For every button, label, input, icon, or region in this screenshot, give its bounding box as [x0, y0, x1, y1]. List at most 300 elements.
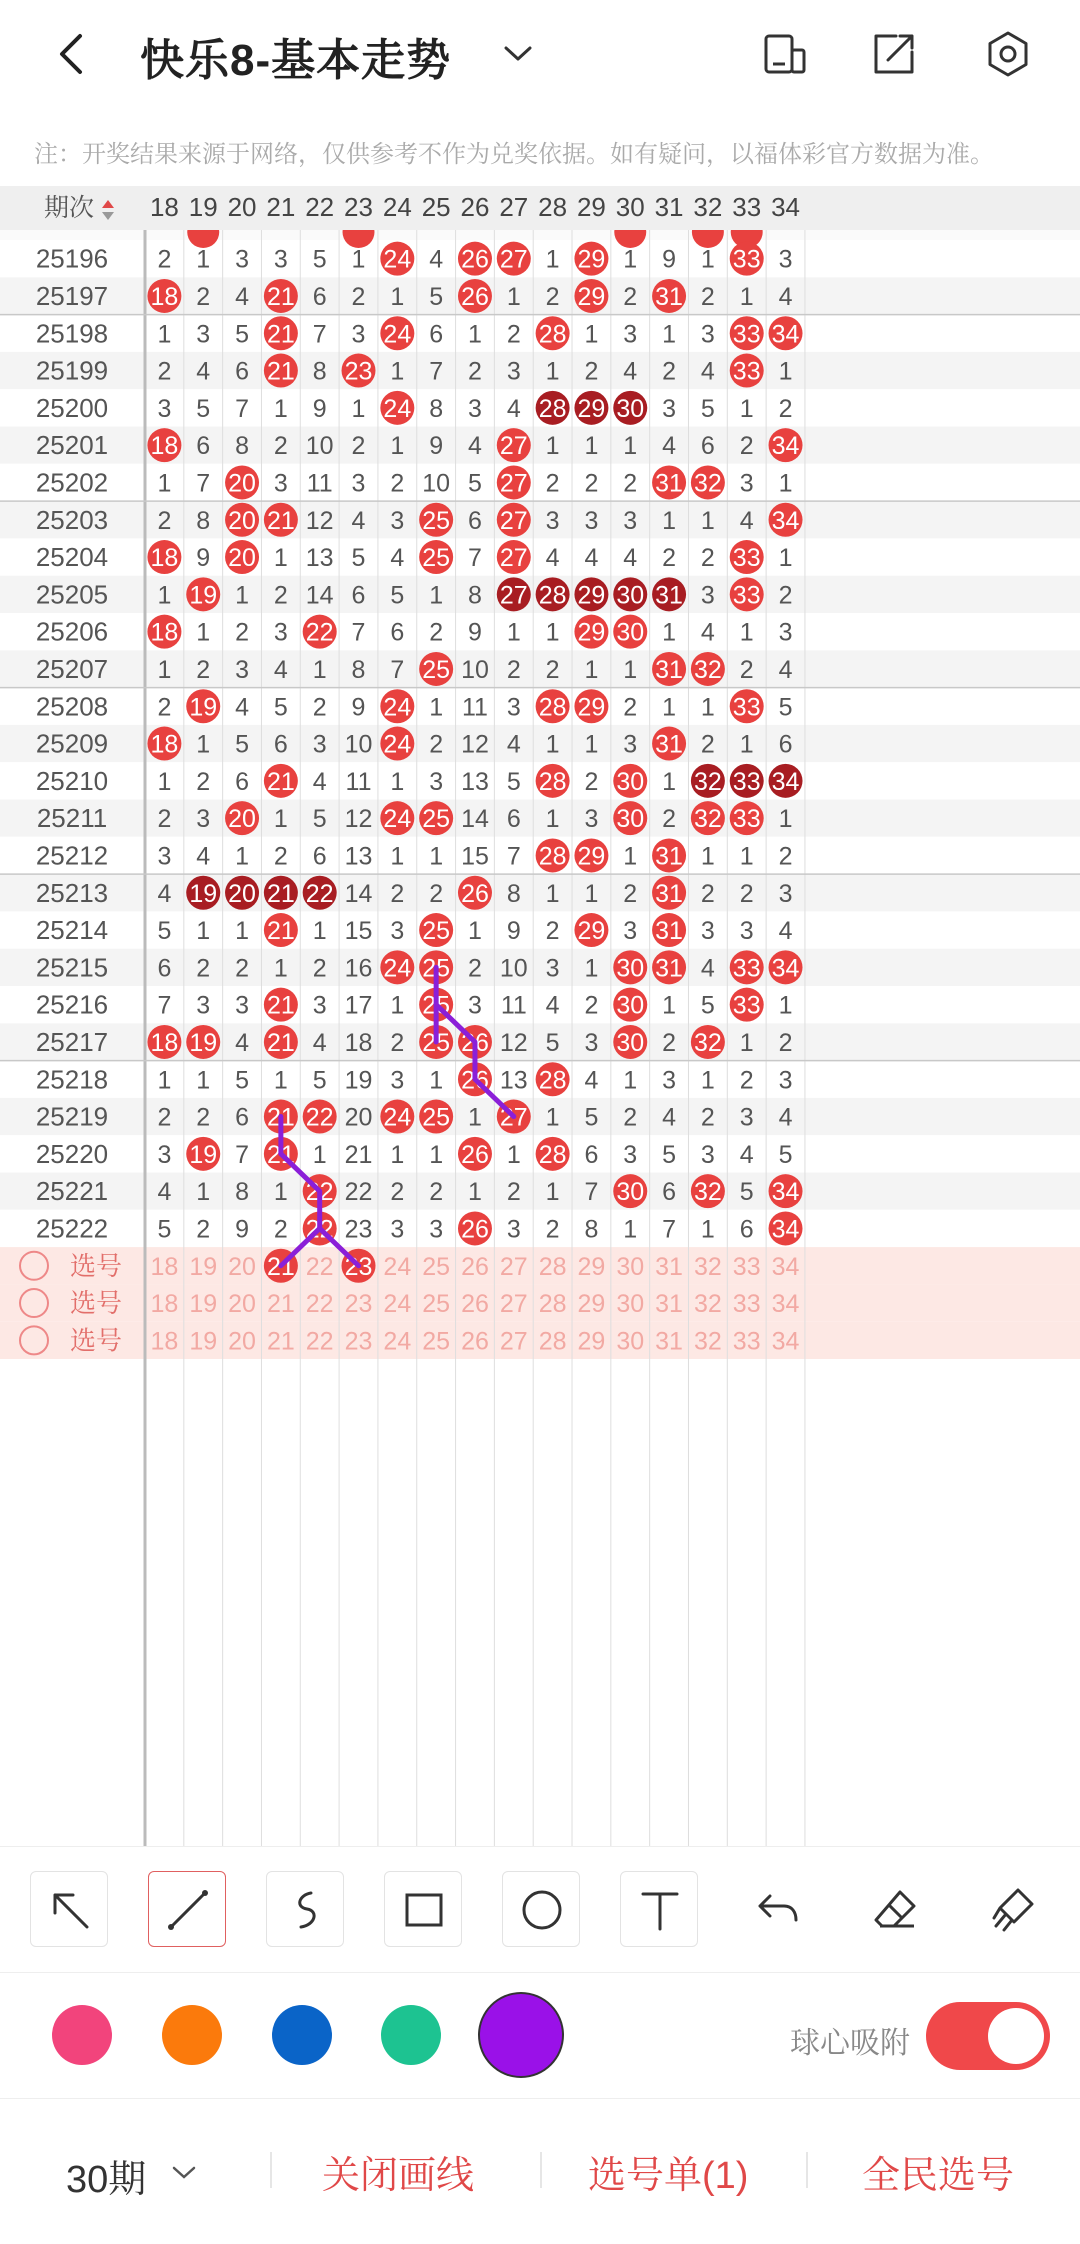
omission-value: 1 — [778, 805, 793, 834]
circle-tool[interactable] — [502, 1871, 580, 1947]
omission-value: 8 — [235, 1178, 250, 1207]
omission-value: 3 — [700, 1140, 715, 1169]
omission-value: 1 — [623, 1215, 638, 1244]
omission-value: 1 — [662, 991, 677, 1020]
omission-value: 1 — [312, 655, 327, 684]
select-number[interactable]: 29 — [577, 1290, 606, 1319]
omission-value: 4 — [312, 767, 327, 796]
omission-value: 4 — [506, 730, 521, 759]
omission-value: 1 — [235, 917, 250, 946]
omission-value: 3 — [429, 1215, 444, 1244]
omission-value: 1 — [468, 1103, 482, 1132]
omission-value: 9 — [662, 245, 677, 274]
hit-number: 21 — [266, 1140, 295, 1169]
hit-number: 30 — [616, 1178, 645, 1207]
omission-value: 2 — [429, 879, 444, 908]
select-label[interactable]: 选号 — [69, 1288, 123, 1319]
omission-value: 3 — [545, 506, 560, 535]
omission-value: 7 — [312, 320, 327, 349]
omission-value: 10 — [305, 432, 334, 461]
omission-value: 4 — [157, 879, 172, 908]
omission-value: 1 — [545, 618, 560, 647]
hit-number: 33 — [732, 357, 761, 386]
select-number[interactable]: 19 — [189, 1252, 218, 1281]
omission-value: 3 — [390, 1215, 405, 1244]
select-number[interactable]: 26 — [461, 1327, 489, 1356]
omission-value: 6 — [351, 581, 366, 610]
select-number[interactable]: 27 — [499, 1290, 528, 1319]
omission-value: 2 — [429, 1178, 444, 1207]
hit-number: 27 — [499, 544, 528, 573]
column-header: 33 — [732, 192, 762, 222]
omission-value: 2 — [623, 693, 638, 722]
omission-value: 1 — [623, 655, 638, 684]
all-select-button[interactable]: 全民选号 — [862, 2155, 1015, 2197]
layout-icon[interactable] — [756, 26, 812, 82]
select-number[interactable]: 34 — [771, 1290, 800, 1319]
omission-value: 2 — [273, 432, 288, 461]
omission-value: 2 — [778, 842, 793, 871]
select-number[interactable]: 18 — [150, 1290, 179, 1319]
select-number[interactable]: 19 — [189, 1290, 218, 1319]
column-header: 18 — [149, 192, 179, 222]
select-number[interactable]: 33 — [732, 1252, 761, 1281]
omission-value: 2 — [196, 1103, 211, 1132]
select-number[interactable]: 22 — [305, 1252, 334, 1281]
omission-value: 4 — [739, 1140, 754, 1169]
hit-number: 27 — [499, 1103, 528, 1132]
hit-number: 22 — [305, 1178, 334, 1207]
issue-number: 25213 — [35, 877, 109, 908]
omission-value: 1 — [351, 245, 366, 274]
issue-number: 25219 — [35, 1101, 109, 1132]
share-icon[interactable] — [866, 26, 922, 82]
hit-number: 28 — [538, 1066, 567, 1095]
select-number[interactable]: 28 — [538, 1290, 567, 1319]
omission-value: 2 — [429, 618, 444, 647]
back-arrow-icon[interactable] — [46, 26, 102, 82]
omission-value: 3 — [623, 917, 638, 946]
color-swatch[interactable] — [162, 2005, 222, 2065]
select-number[interactable]: 32 — [693, 1290, 722, 1319]
select-number[interactable]: 25 — [422, 1252, 451, 1281]
select-number[interactable]: 30 — [616, 1327, 645, 1356]
hit-number: 28 — [538, 320, 567, 349]
close-lines-button[interactable]: 关闭画线 — [322, 2155, 475, 2197]
omission-value: 2 — [662, 357, 677, 386]
omission-value: 7 — [235, 394, 250, 423]
omission-value: 2 — [390, 879, 405, 908]
omission-value: 1 — [196, 917, 211, 946]
select-number[interactable]: 22 — [305, 1327, 334, 1356]
column-header: 29 — [576, 192, 606, 222]
select-number[interactable]: 25 — [422, 1327, 451, 1356]
hit-number: 19 — [189, 879, 218, 908]
issue-number: 25217 — [35, 1026, 109, 1057]
color-swatch[interactable] — [381, 2005, 441, 2065]
select-number[interactable]: 30 — [616, 1252, 645, 1281]
select-number[interactable]: 20 — [228, 1252, 256, 1281]
omission-value: 2 — [739, 1066, 754, 1095]
omission-value: 5 — [157, 917, 172, 946]
issue-number: 25209 — [35, 728, 109, 759]
omission-value: 8 — [351, 655, 366, 684]
omission-value: 2 — [545, 469, 560, 498]
omission-value: 1 — [545, 1103, 560, 1132]
omission-value: 1 — [739, 1028, 754, 1057]
omission-value: 13 — [344, 842, 373, 871]
select-number[interactable]: 24 — [383, 1290, 412, 1319]
select-number[interactable]: 24 — [383, 1327, 412, 1356]
hit-number: 28 — [538, 767, 567, 796]
hit-number: 25 — [422, 506, 451, 535]
eraser-tool[interactable] — [856, 1871, 934, 1947]
clear-tool[interactable] — [974, 1871, 1052, 1947]
hit-number: 24 — [383, 954, 412, 983]
omission-value: 11 — [461, 693, 488, 722]
omission-value: 1 — [506, 1140, 521, 1169]
omission-value: 11 — [500, 991, 527, 1020]
hit-number: 25 — [422, 991, 451, 1020]
omission-value: 6 — [235, 1103, 250, 1132]
omission-value: 7 — [157, 991, 172, 1020]
select-number[interactable]: 27 — [499, 1327, 528, 1356]
text-tool[interactable] — [620, 1871, 698, 1947]
omission-value: 2 — [506, 655, 521, 684]
select-number[interactable]: 32 — [693, 1252, 722, 1281]
omission-value: 2 — [157, 357, 172, 386]
omission-value: 3 — [429, 767, 444, 796]
omission-value: 2 — [778, 1028, 793, 1057]
hit-number: 22 — [305, 618, 334, 647]
column-header: 34 — [771, 192, 800, 222]
select-number[interactable]: 33 — [732, 1290, 761, 1319]
issue-number: 25211 — [36, 803, 108, 834]
omission-value: 4 — [312, 1028, 327, 1057]
omission-value: 5 — [273, 693, 288, 722]
color-swatch[interactable] — [52, 2005, 112, 2065]
hit-number: 28 — [538, 842, 567, 871]
hit-number: 33 — [732, 245, 761, 274]
color-swatch[interactable] — [480, 1994, 562, 2076]
omission-value: 7 — [390, 655, 405, 684]
omission-value: 4 — [584, 1066, 599, 1095]
hit-number: 22 — [305, 1215, 334, 1244]
hit-number: 24 — [383, 245, 412, 274]
hit-number: 29 — [577, 282, 606, 311]
hit-number: 34 — [771, 506, 800, 535]
omission-value: 1 — [390, 357, 405, 386]
omission-value: 14 — [461, 805, 489, 834]
hit-number: 25 — [422, 1103, 451, 1132]
hit-number: 29 — [577, 245, 606, 274]
omission-value: 2 — [390, 469, 405, 498]
omission-value: 3 — [235, 991, 250, 1020]
hit-number: 32 — [693, 655, 722, 684]
select-number[interactable]: 33 — [732, 1327, 761, 1356]
omission-value: 7 — [196, 469, 211, 498]
select-number[interactable]: 31 — [655, 1252, 683, 1281]
omission-value: 4 — [235, 693, 250, 722]
select-number[interactable]: 34 — [771, 1327, 800, 1356]
omission-value: 5 — [468, 469, 482, 498]
page-title[interactable]: 快乐8-基本走势 — [140, 36, 452, 85]
omission-value: 6 — [662, 1178, 677, 1207]
hit-number: 24 — [383, 320, 412, 349]
omission-value: 1 — [778, 469, 793, 498]
select-number[interactable]: 23 — [344, 1327, 373, 1356]
omission-value: 4 — [778, 917, 793, 946]
hit-number: 24 — [383, 730, 412, 759]
omission-value: 1 — [390, 1140, 405, 1169]
select-label[interactable]: 选号 — [69, 1250, 123, 1281]
omission-value: 4 — [196, 842, 211, 871]
select-number[interactable]: 19 — [189, 1327, 218, 1356]
omission-value: 1 — [545, 730, 560, 759]
omission-value: 1 — [157, 320, 172, 349]
omission-value: 21 — [344, 1140, 373, 1169]
omission-value: 1 — [157, 469, 172, 498]
omission-value: 8 — [235, 432, 250, 461]
omission-value: 5 — [312, 245, 327, 274]
hit-number: 31 — [655, 879, 683, 908]
hit-number: 34 — [771, 767, 800, 796]
select-number[interactable]: 31 — [655, 1327, 683, 1356]
select-number[interactable]: 18 — [150, 1327, 179, 1356]
settings-hex-icon[interactable] — [980, 26, 1036, 82]
hit-number: 21 — [266, 1103, 295, 1132]
select-number[interactable]: 22 — [305, 1290, 334, 1319]
hit-number: 33 — [732, 544, 761, 573]
omission-value: 1 — [429, 1140, 444, 1169]
select-label[interactable]: 选号 — [69, 1325, 123, 1356]
omission-value: 2 — [235, 618, 250, 647]
omission-value: 4 — [584, 544, 599, 573]
select-number[interactable]: 18 — [150, 1252, 179, 1281]
column-header: 22 — [305, 192, 335, 222]
omission-value: 2 — [196, 282, 211, 311]
omission-value: 2 — [623, 469, 638, 498]
hit-number: 32 — [693, 767, 722, 796]
omission-value: 1 — [157, 581, 172, 610]
omission-value: 3 — [235, 245, 250, 274]
select-number[interactable]: 32 — [693, 1327, 722, 1356]
omission-value: 2 — [623, 1103, 638, 1132]
hit-number: 24 — [383, 805, 412, 834]
select-number[interactable]: 31 — [655, 1290, 683, 1319]
omission-value: 3 — [739, 469, 754, 498]
omission-value: 2 — [196, 767, 211, 796]
omission-value: 2 — [157, 693, 172, 722]
hit-number: 27 — [499, 469, 528, 498]
omission-value: 2 — [429, 730, 444, 759]
omission-value: 1 — [273, 544, 288, 573]
omission-value: 12 — [305, 506, 334, 535]
line-tool[interactable] — [148, 1871, 226, 1947]
hit-number: 27 — [499, 432, 528, 461]
omission-value: 4 — [623, 357, 638, 386]
period-selector[interactable]: 30期 — [66, 2159, 147, 2201]
disclaimer-notice: 注：开奖结果来源于网络，仅供参考不作为兑奖依据。如有疑问，以福体彩官方数据为准。 — [34, 141, 994, 168]
select-list-button[interactable]: 选号单(1) — [588, 2155, 749, 2197]
hit-number: 20 — [228, 544, 256, 573]
column-header: 21 — [266, 192, 296, 222]
omission-value: 2 — [584, 357, 599, 386]
select-number[interactable]: 26 — [461, 1290, 489, 1319]
omission-value: 2 — [196, 1215, 211, 1244]
omission-value: 2 — [273, 842, 288, 871]
omission-value: 3 — [778, 618, 793, 647]
hit-number: 33 — [732, 581, 761, 610]
omission-value: 8 — [429, 394, 444, 423]
select-number[interactable]: 20 — [228, 1290, 256, 1319]
column-header: 24 — [382, 192, 412, 222]
hit-number: 29 — [577, 581, 606, 610]
omission-value: 2 — [700, 282, 715, 311]
omission-value: 2 — [468, 954, 482, 983]
rectangle-tool[interactable] — [384, 1871, 462, 1947]
column-header: 25 — [421, 192, 451, 222]
hit-number: 31 — [655, 730, 683, 759]
omission-value: 9 — [312, 394, 327, 423]
omission-value: 7 — [235, 1140, 250, 1169]
column-header: 26 — [460, 192, 490, 222]
omission-value: 5 — [778, 1140, 793, 1169]
omission-value: 3 — [623, 506, 638, 535]
omission-value: 10 — [422, 469, 451, 498]
omission-value: 3 — [739, 917, 754, 946]
omission-value: 4 — [235, 1028, 250, 1057]
omission-value: 1 — [662, 693, 677, 722]
omission-value: 3 — [196, 805, 211, 834]
period-chevron-icon[interactable] — [168, 2156, 200, 2193]
snap-toggle[interactable] — [926, 2002, 1050, 2070]
divider — [540, 2152, 542, 2188]
color-swatch[interactable] — [272, 2005, 332, 2065]
hit-number: 29 — [577, 618, 606, 647]
omission-value: 1 — [390, 767, 405, 796]
select-number[interactable]: 29 — [577, 1252, 606, 1281]
omission-value: 1 — [390, 842, 405, 871]
issue-number: 25207 — [35, 653, 109, 684]
select-number[interactable]: 25 — [422, 1290, 451, 1319]
omission-value: 15 — [344, 917, 373, 946]
omission-value: 1 — [273, 954, 288, 983]
omission-value: 15 — [461, 842, 489, 871]
omission-value: 2 — [739, 432, 754, 461]
omission-value: 4 — [506, 394, 521, 423]
select-number[interactable]: 26 — [461, 1252, 489, 1281]
select-number[interactable]: 21 — [266, 1252, 295, 1281]
trend-grid[interactable] — [0, 186, 1080, 1846]
select-number[interactable]: 21 — [266, 1327, 295, 1356]
hit-number: 34 — [771, 1178, 800, 1207]
chevron-down-icon[interactable] — [498, 32, 538, 72]
select-number[interactable]: 34 — [771, 1252, 800, 1281]
select-number[interactable]: 28 — [538, 1327, 567, 1356]
hit-number: 21 — [266, 282, 295, 311]
column-header: 31 — [654, 192, 684, 222]
omission-value: 4 — [662, 432, 677, 461]
period-header[interactable]: 期次 — [44, 194, 95, 222]
hit-number: 31 — [655, 917, 683, 946]
omission-value: 23 — [344, 1215, 373, 1244]
trend-chart[interactable] — [0, 186, 1080, 1846]
omission-value: 2 — [506, 320, 521, 349]
hit-number: 23 — [344, 357, 373, 386]
select-number[interactable]: 27 — [499, 1252, 528, 1281]
select-number[interactable]: 23 — [344, 1252, 373, 1281]
hit-number: 32 — [693, 1028, 722, 1057]
select-number[interactable]: 24 — [383, 1252, 412, 1281]
select-number[interactable]: 21 — [266, 1290, 295, 1319]
select-number[interactable]: 29 — [577, 1327, 606, 1356]
omission-value: 1 — [584, 320, 599, 349]
omission-value: 2 — [739, 879, 754, 908]
curve-tool[interactable] — [266, 1871, 344, 1947]
hit-number: 30 — [616, 581, 645, 610]
omission-value: 2 — [545, 282, 560, 311]
omission-value: 2 — [584, 767, 599, 796]
select-number[interactable]: 20 — [228, 1327, 256, 1356]
omission-value: 1 — [273, 1066, 288, 1095]
select-number[interactable]: 28 — [538, 1252, 567, 1281]
select-number[interactable]: 30 — [616, 1290, 645, 1319]
omission-value: 6 — [235, 357, 250, 386]
omission-value: 2 — [545, 655, 560, 684]
hit-number: 27 — [499, 581, 528, 610]
column-header: 20 — [227, 192, 257, 222]
omission-value: 2 — [157, 506, 172, 535]
omission-value: 6 — [312, 842, 327, 871]
toggle-knob — [988, 2008, 1044, 2064]
omission-value: 1 — [623, 245, 638, 274]
issue-number: 25197 — [35, 280, 109, 311]
hit-number: 21 — [266, 1028, 295, 1057]
arrow-tool[interactable] — [30, 1871, 108, 1947]
hit-number: 29 — [577, 693, 606, 722]
hit-number: 28 — [538, 693, 567, 722]
omission-value: 8 — [468, 581, 482, 610]
omission-value: 4 — [429, 245, 444, 274]
undo-tool[interactable] — [738, 1871, 816, 1947]
omission-value: 1 — [390, 282, 405, 311]
omission-value: 5 — [662, 1140, 677, 1169]
omission-value: 1 — [235, 581, 250, 610]
omission-value: 16 — [344, 954, 373, 983]
hit-number: 26 — [461, 1066, 489, 1095]
omission-value: 2 — [584, 469, 599, 498]
hit-number: 31 — [655, 469, 683, 498]
omission-value: 13 — [305, 544, 334, 573]
omission-value: 1 — [545, 432, 560, 461]
select-number[interactable]: 23 — [344, 1290, 373, 1319]
hit-number: 24 — [383, 1103, 412, 1132]
hit-number: 21 — [266, 767, 295, 796]
omission-value: 9 — [429, 432, 444, 461]
omission-value: 2 — [157, 245, 172, 274]
omission-value: 2 — [312, 693, 327, 722]
omission-value: 1 — [623, 842, 638, 871]
omission-value: 3 — [662, 1066, 677, 1095]
omission-value: 9 — [351, 693, 366, 722]
omission-value: 1 — [506, 618, 521, 647]
omission-value: 10 — [499, 954, 528, 983]
hit-number: 20 — [228, 506, 256, 535]
omission-value: 2 — [778, 394, 793, 423]
omission-value: 7 — [468, 544, 482, 573]
hit-number: 31 — [655, 282, 683, 311]
